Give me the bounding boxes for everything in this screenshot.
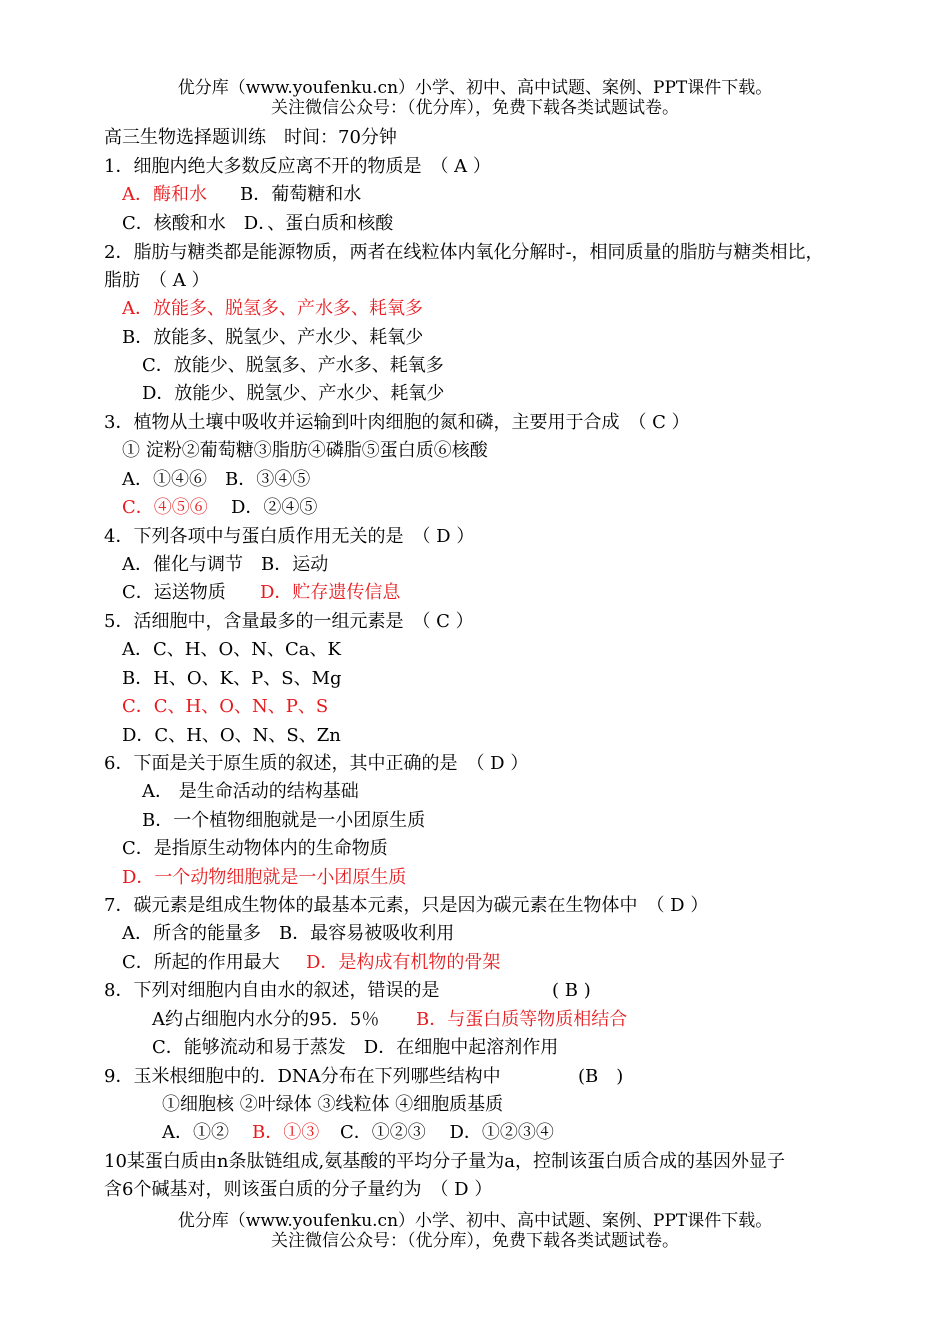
q6-option-b: B．一个植物细胞就是一小团原生质 [142,810,426,831]
q9-option-a: A．①② [162,1122,229,1143]
q6-option-c: C．是指原生动物体内的生命物质 [122,838,388,859]
question-10-line-2: 含6个碱基对，则该蛋白质的分子量约为 （ D ） [104,1179,493,1200]
q1-options-cd: C．核酸和水 D．、蛋白质和核酸 [122,213,394,234]
question-2-line-1: 2．脂肪与糖类都是能源物质，两者在线粒体内氧化分解时-，相同质量的脂肪与糖类相比， [104,242,824,263]
question-8: 8．下列对细胞内自由水的叙述，错误的是 [104,980,440,1001]
q8-options-cd: C．能够流动和易于蒸发 D．在细胞中起溶剂作用 [152,1037,559,1058]
question-9: 9．玉米根细胞中的．DNA分布在下列哪些结构中 [104,1066,501,1087]
q9-options-cd: C．①②③ D．①②③④ [340,1122,554,1143]
q7-options-ab: A．所含的能量多 B．最容易被吸收利用 [122,923,455,944]
q8-answer: ( B ) [552,980,591,1001]
q4-option-d-answer: D．贮存遗传信息 [260,582,401,603]
q4-option-c: C．运送物质 [122,582,226,603]
document-title: 高三生物选择题训练 时间：70分钟 [104,127,397,148]
footer-line-2: 关注微信公众号：（优分库），免费下载各类试题试卷。 [271,1231,679,1251]
question-3: 3．植物从土壤中吸收并运输到叶肉细胞的氮和磷，主要用于合成 （ C ） [104,412,690,433]
q3-options-ab: A．①④⑥ B．③④⑤ [122,469,311,490]
q6-option-a: A． 是生命活动的结构基础 [142,781,359,802]
question-4: 4．下列各项中与蛋白质作用无关的是 （ D ） [104,526,475,547]
q1-option-a-answer: A．酶和水 [122,184,207,205]
q1-option-b: B．葡萄糖和水 [240,184,362,205]
question-1: 1．细胞内绝大多数反应离不开的物质是 （ A ） [104,156,491,177]
question-2-line-2: 脂肪 （ A ） [104,270,210,291]
question-10-line-1: 10某蛋白质由n条肽链组成,氨基酸的平均分子量为a，控制该蛋白质合成的基因外显子 [104,1151,785,1172]
question-7: 7．碳元素是组成生物体的最基本元素，只是因为碳元素在生物体中 （ D ） [104,895,709,916]
q2-option-b: B．放能多、脱氢少、产水少、耗氧少 [122,327,424,348]
q4-options-ab: A．催化与调节 B．运动 [122,554,329,575]
header-line-2: 关注微信公众号：（优分库），免费下载各类试题试卷。 [271,98,679,118]
q3-items: ① 淀粉②葡萄糖③脂肪④磷脂⑤蛋白质⑥核酸 [122,440,488,461]
q7-option-c: C．所起的作用最大 [122,952,280,973]
q5-option-b: B．H、O、K、P、S、Mg [122,668,342,689]
q3-option-d: D．②④⑤ [231,497,318,518]
footer-line-1: 优分库（www.youfenku.cn）小学、初中、高中试题、案例、PPT课件下载。 [177,1211,773,1231]
q6-option-d-answer: D．一个动物细胞就是一小团原生质 [122,867,407,888]
q2-option-d: D．放能少、脱氢少、产水少、耗氧少 [142,383,445,404]
q8-option-b-answer: B．与蛋白质等物质相结合 [416,1009,628,1030]
q3-option-c-answer: C．④⑤⑥ [122,497,208,518]
q8-option-a: A约占细胞内水分的95．5％ [152,1009,380,1030]
header-line-1: 优分库（www.youfenku.cn）小学、初中、高中试题、案例、PPT课件下载。 [177,78,773,98]
q5-option-d: D．C、H、O、N、S、Zn [122,725,341,746]
question-6: 6．下面是关于原生质的叙述，其中正确的是 （ D ） [104,753,529,774]
q2-option-c: C．放能少、脱氢多、产水多、耗氧多 [142,355,444,376]
q9-items: ①细胞核 ②叶绿体 ③线粒体 ④细胞质基质 [162,1094,504,1115]
q9-answer: (B ) [578,1066,624,1087]
q7-option-d-answer: D．是构成有机物的骨架 [306,952,501,973]
q5-option-c-answer: C．C、H、O、N、P、S [122,696,329,717]
q2-option-a-answer: A．放能多、脱氢多、产水多、耗氧多 [122,298,423,319]
q9-option-b-answer: B．①③ [252,1122,320,1143]
q5-option-a: A．C、H、O、N、Ca、K [122,639,341,660]
question-5: 5．活细胞中，含量最多的一组元素是 （ C ） [104,611,474,632]
